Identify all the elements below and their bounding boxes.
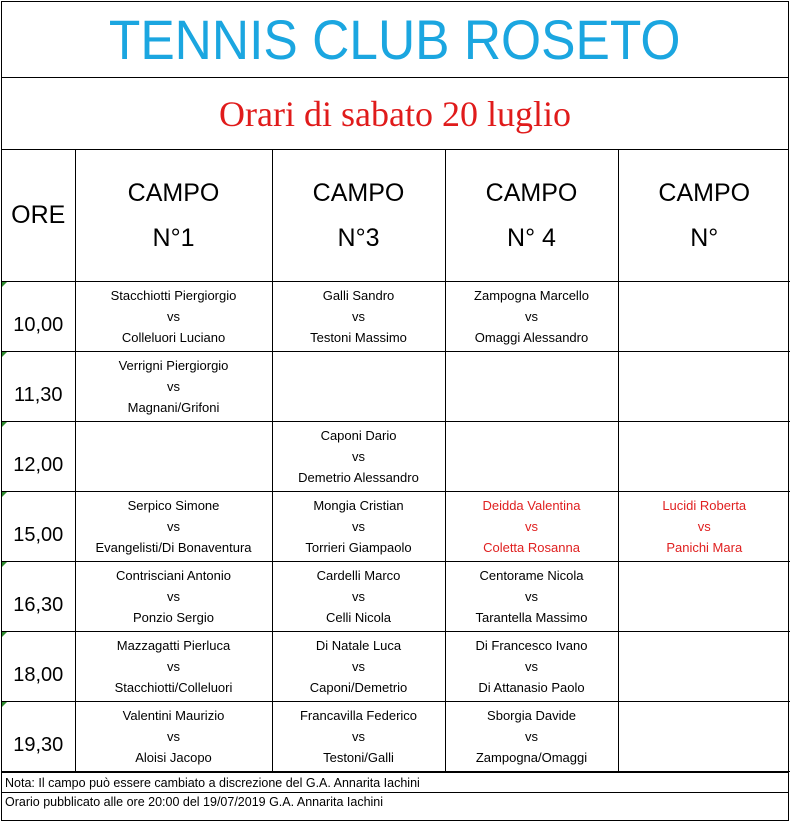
- comment-marker-icon: [2, 562, 7, 567]
- comment-marker-icon: [2, 632, 7, 637]
- match-cell-c5: Lucidi Roberta vs Panichi Mara: [618, 492, 790, 562]
- comment-marker-icon: [2, 492, 7, 497]
- note-text: Nota: Il campo può essere cambiato a discrezione del G.A. Annarita Iachini: [2, 772, 788, 792]
- match-cell-c3: [272, 352, 445, 422]
- table-row: [2, 492, 790, 562]
- header-row: [2, 150, 790, 282]
- match-cell-c5: [618, 422, 790, 492]
- header-campo-5: CAMPO N°: [618, 150, 790, 282]
- header-campo-3: CAMPO N°3: [272, 150, 445, 282]
- comment-marker-icon: [2, 422, 7, 427]
- time-cell: 16,30: [2, 562, 75, 632]
- match-cell-c3: Francavilla Federico vs Testoni/Galli: [272, 702, 445, 772]
- time-cell: 19,30: [2, 702, 75, 772]
- match-cell-c3: Caponi Dario vs Demetrio Alessandro: [272, 422, 445, 492]
- match-cell-c1: Contrisciani Antonio vs Ponzio Sergio: [75, 562, 272, 632]
- match-cell-c5: [618, 702, 790, 772]
- match-cell-c5: [618, 352, 790, 422]
- match-cell-c1: [75, 422, 272, 492]
- match-cell-c4: Sborgia Davide vs Zampogna/Omaggi: [445, 702, 618, 772]
- schedule-title-bar: [2, 78, 788, 150]
- match-cell-c1: Mazzagatti Pierluca vs Stacchiotti/Colleluori: [75, 632, 272, 702]
- schedule-sheet: [1, 1, 789, 821]
- match-cell-c3: Galli Sandro vs Testoni Massimo: [272, 282, 445, 352]
- match-cell-c5: [618, 632, 790, 702]
- published-text: Orario pubblicato alle ore 20:00 del 19/07/2019 G.A. Annarita Iachini: [2, 792, 788, 811]
- table-row: [2, 282, 790, 352]
- table-row: [2, 422, 790, 492]
- table-row: [2, 702, 790, 772]
- match-cell-c4: Deidda Valentina vs Coletta Rosanna: [445, 492, 618, 562]
- match-cell-c1: Verrigni Piergiorgio vs Magnani/Grifoni: [75, 352, 272, 422]
- match-cell-c3: Di Natale Luca vs Caponi/Demetrio: [272, 632, 445, 702]
- match-cell-c1: Valentini Maurizio vs Aloisi Jacopo: [75, 702, 272, 772]
- match-cell-c5: [618, 282, 790, 352]
- time-cell: 10,00: [2, 282, 75, 352]
- match-cell-c3: Mongia Cristian vs Torrieri Giampaolo: [272, 492, 445, 562]
- time-cell: 18,00: [2, 632, 75, 702]
- header-campo-4: CAMPO N° 4: [445, 150, 618, 282]
- match-cell-c1: Stacchiotti Piergiorgio vs Colleluori Luciano: [75, 282, 272, 352]
- time-cell: 11,30: [2, 352, 75, 422]
- comment-marker-icon: [2, 352, 7, 357]
- match-cell-c4: Di Francesco Ivano vs Di Attanasio Paolo: [445, 632, 618, 702]
- table-row: [2, 632, 790, 702]
- club-title: TENNIS CLUB ROSETO: [109, 8, 681, 71]
- comment-marker-icon: [2, 702, 7, 707]
- match-cell-c4: [445, 422, 618, 492]
- match-cell-c4: [445, 352, 618, 422]
- match-cell-c4: Zampogna Marcello vs Omaggi Alessandro: [445, 282, 618, 352]
- schedule-title: Orari di sabato 20 luglio: [219, 93, 571, 134]
- club-title-bar: [2, 2, 788, 78]
- header-campo-1: CAMPO N°1: [75, 150, 272, 282]
- match-cell-c1: Serpico Simone vs Evangelisti/Di Bonaventura: [75, 492, 272, 562]
- match-cell-c4: Centorame Nicola vs Tarantella Massimo: [445, 562, 618, 632]
- schedule-table: [2, 150, 790, 772]
- comment-marker-icon: [2, 282, 7, 287]
- match-cell-c5: [618, 562, 790, 632]
- match-cell-c3: Cardelli Marco vs Celli Nicola: [272, 562, 445, 632]
- time-cell: 15,00: [2, 492, 75, 562]
- table-row: [2, 562, 790, 632]
- table-row: [2, 352, 790, 422]
- time-cell: 12,00: [2, 422, 75, 492]
- header-ore: ORE: [2, 150, 75, 282]
